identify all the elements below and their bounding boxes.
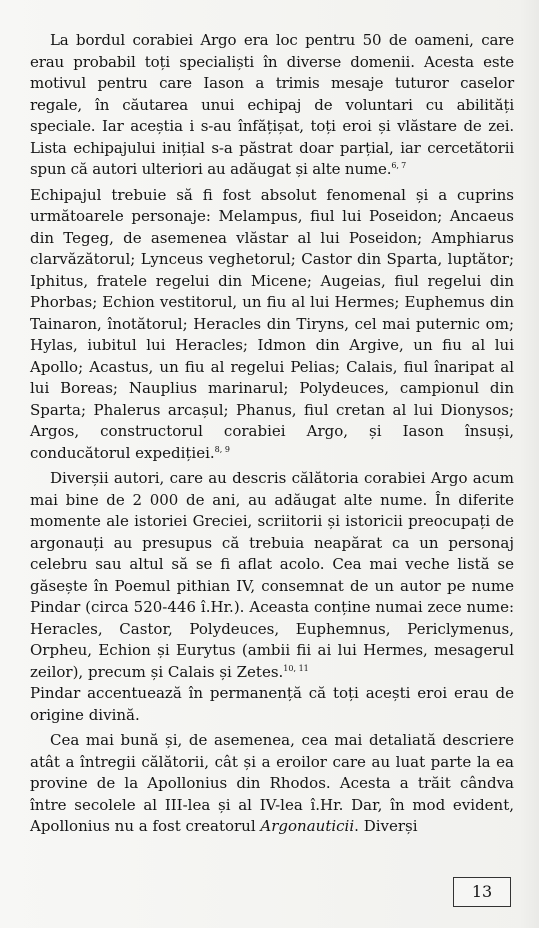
paragraph-5 [30, 730, 514, 838]
paragraph-2 [30, 185, 514, 465]
paragraph-2-text: Echipajul trebuie să fi fost absolut fenomenal și a cuprins următoarele personaje: Melampus, fiul lui Poseidon; Ancaeus din Tegeg, de asemenea vlăstar al lui Poseidon; Amphiarus clarvăzătorul; Lynceus veghetorul; Castor din Sparta, luptător; Iphitus, fratele regelui din Micene; Augeias, fiul regelui din Phorbas; Echion vestitorul, un fiu al lui Hermes; Euphemus din Tainaron, înotătorul; Heracles din Tiryns, cel mai puternic om; Hylas, iubitul lui Heracles; Idmon din Argive, un fiu al lui Apollo; Acastus, un fiu al regelui Pelias; Calais, fiul înaripat al lui Boreas; Nauplius marinarul; Polydeuces, campionul din Sparta; Phalerus arcașul; Phanus, fiul cretan al lui Dionysos; Argos, constructorul corabiei Argo, și Iason însuși, conducătorul expediției. [30, 185, 514, 462]
paragraph-4 [30, 683, 514, 726]
paragraph-1-text: La bordul corabiei Argo era loc pentru 50 de oameni, care erau probabil toți specialiști în diverse domenii. Acesta este motivul pentru care Iason a trimis mesaje tuturor caselor regale, în căutarea unui echipaj de voluntari cu abilități speciale. Iar aceștia i s-au înfățișat, toți eroi și vlăstare de zei. Lista echipajului inițial s-a păstrat doar parțial, iar cercetătorii spun că autori ulteriori au adăugat și alte nume. [30, 31, 514, 178]
paragraph-3 [30, 468, 514, 683]
body-text [30, 30, 514, 838]
book-title-argonautica: Argonauticii [260, 817, 355, 835]
page-edge-shadow [519, 0, 539, 928]
paragraph-1 [30, 30, 514, 181]
page-number-box: 13 [453, 877, 511, 907]
footnote-ref-6-7: 6, 7 [391, 161, 407, 170]
footnote-ref-8-9: 8, 9 [214, 444, 230, 454]
footnote-ref-10-11: 10, 11 [283, 663, 309, 673]
paragraph-4-text: Pindar accentuează în permanență că toți acești eroi erau de origine divină. [30, 684, 514, 724]
paragraph-5-text: Cea mai bună și, de asemenea, cea mai detaliată descriere atât a întregii călătorii, cât și a eroilor care au luat parte la ea provine de la Apollonius din Rhodos. Acesta a trăit cândva între secolele al III-lea și al IV-lea î.Hr. Dar, în mod evident, Apollonius nu a fost creatorul [30, 731, 514, 835]
paragraph-5-tail: . Diverși [354, 817, 418, 835]
paragraph-3-text: Diverșii autori, care au descris călătoria corabiei Argo acum mai bine de 2 000 de ani, au adăugat alte nume. În diferite momente ale istoriei Greciei, scriitorii și istoricii preocupați de argonauți au presupus că trebuia neapărat ca un personaj celebru sau altul să se fi aflat acolo. Cea mai veche listă se găsește în Poemul pithian IV, consemnat de un autor pe nume Pindar (circa 520-446 î.Hr.). Aceasta conține numai zece nume: Heracles, Castor, Polydeuces, Euphemnus, Periclymenus, Orpheu, Echion și Eurytus (ambii fii ai lui Hermes, mesagerul zeilor), precum și Calais și Zetes. [30, 469, 514, 681]
